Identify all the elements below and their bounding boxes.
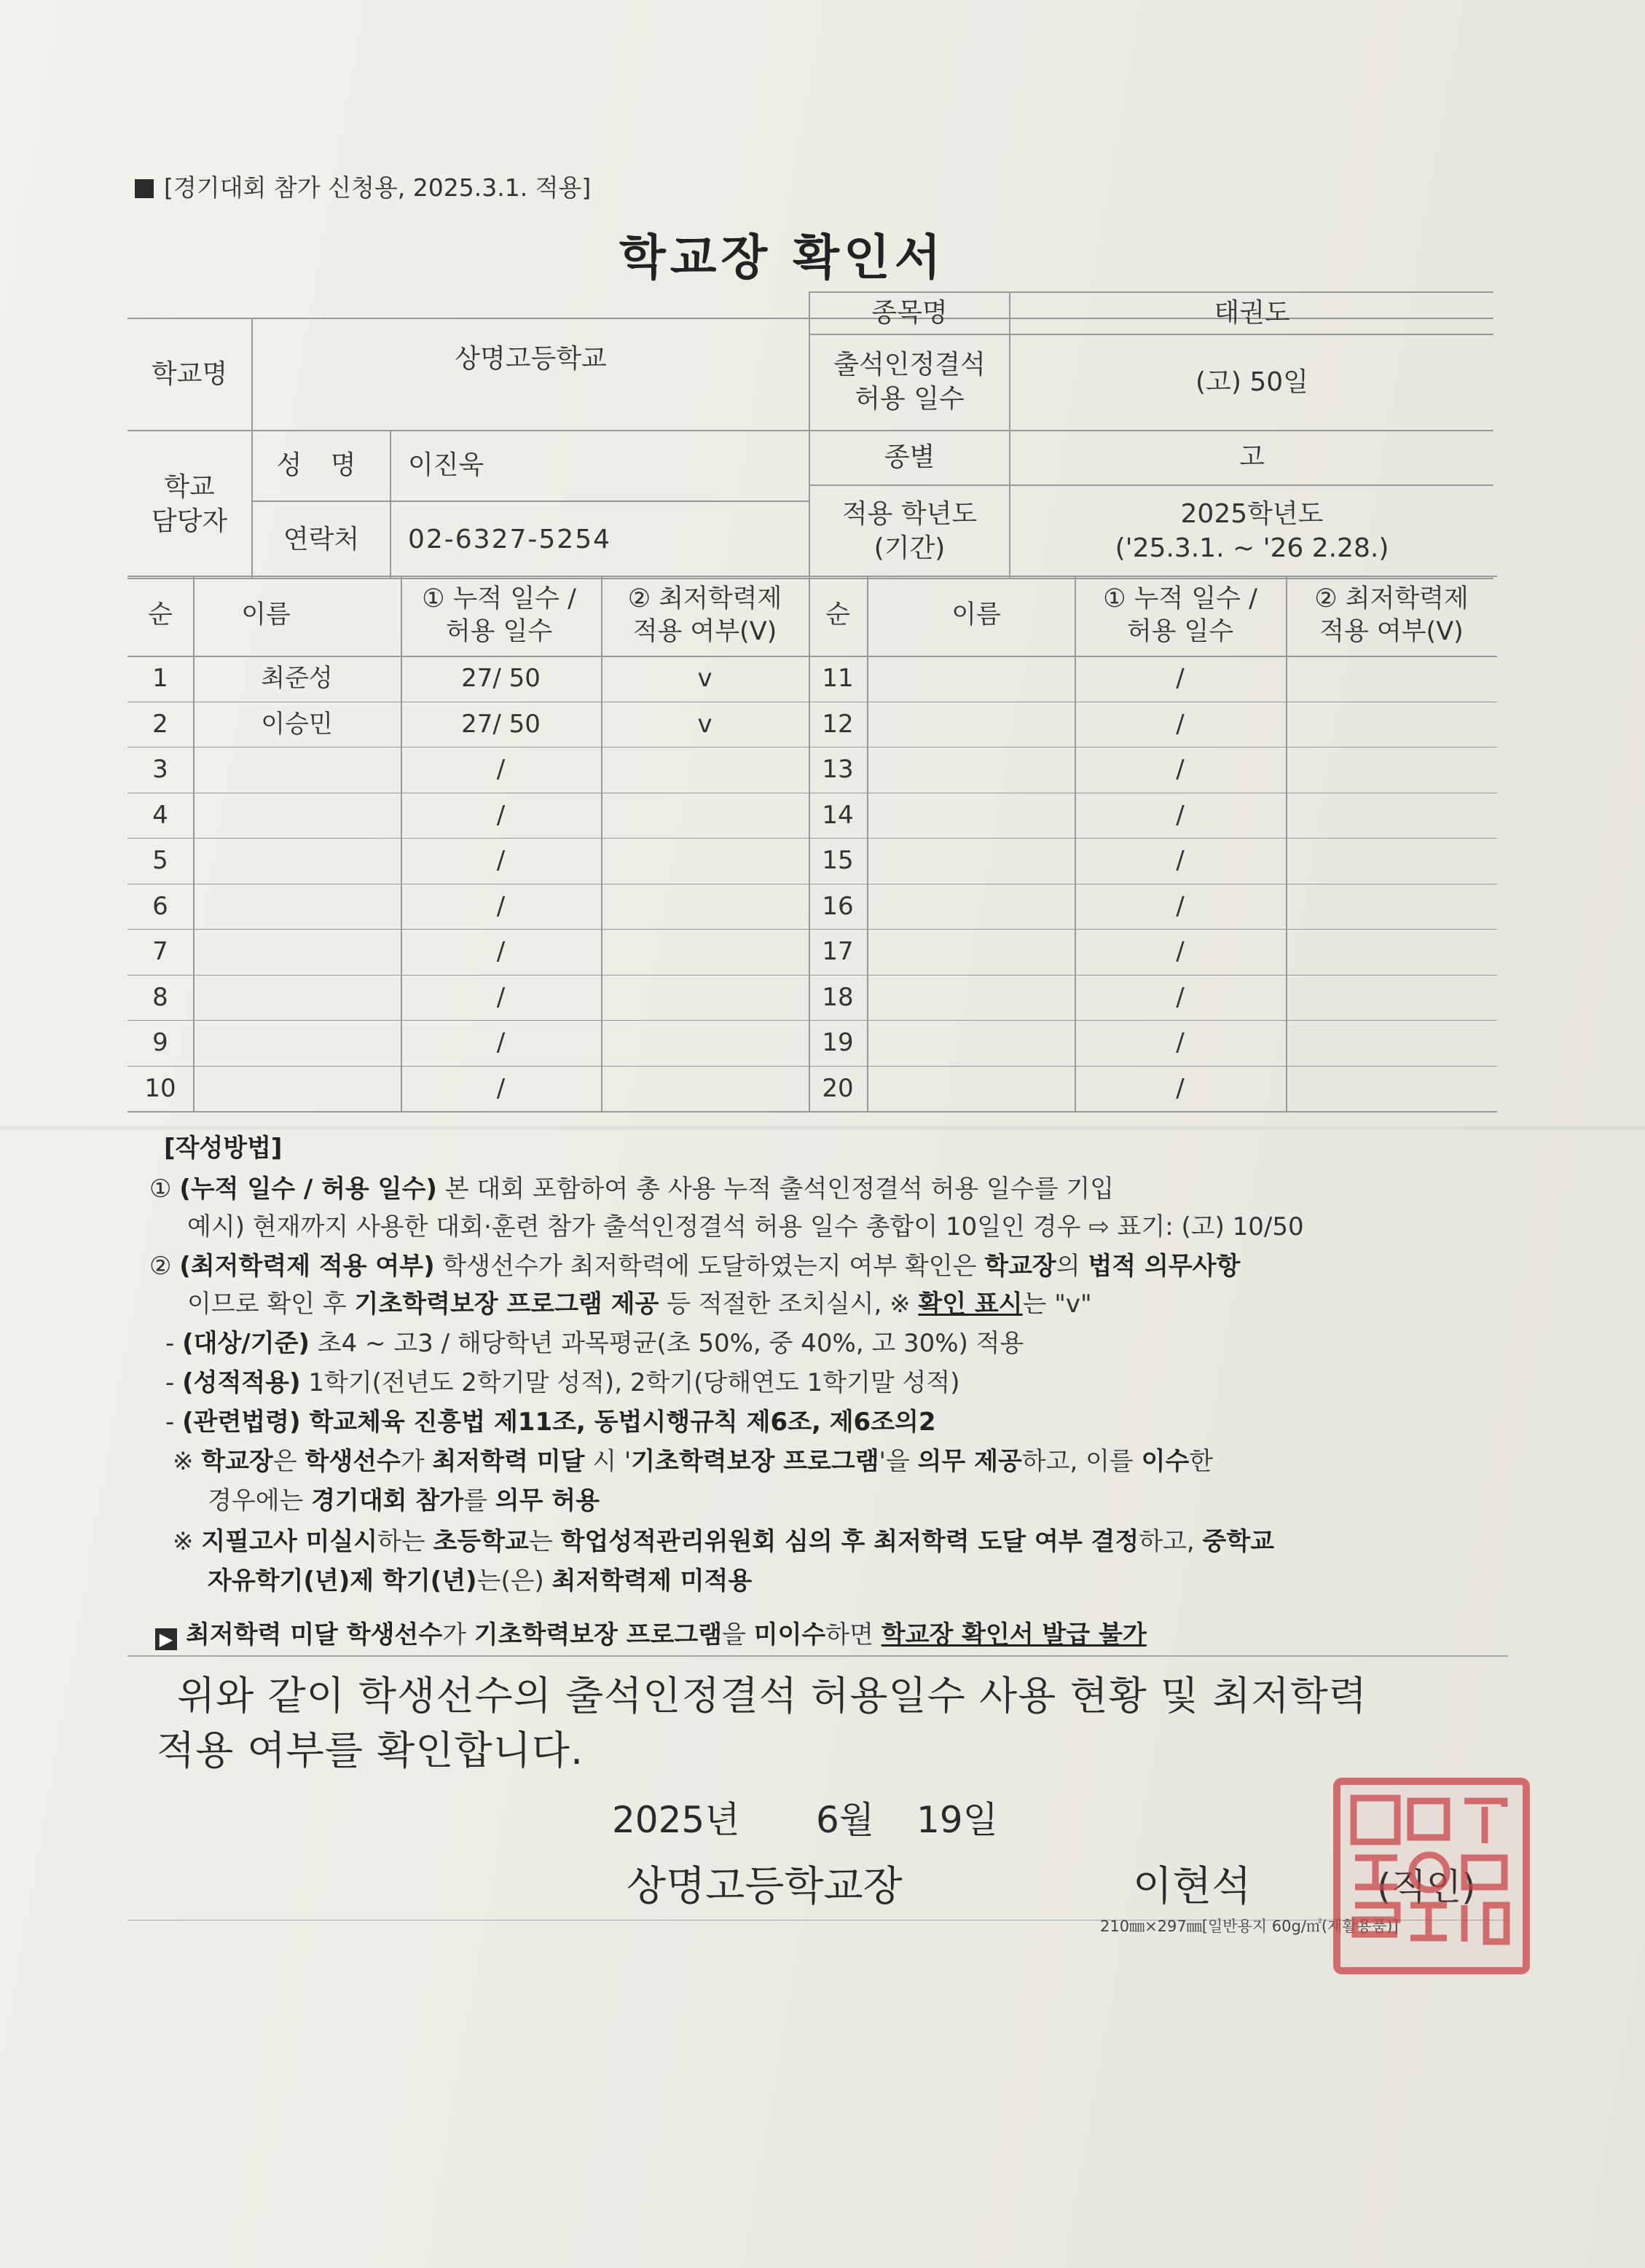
student-name (867, 929, 1075, 975)
detail-law: - (관련법령) 학교체육 진흥법 제11조, 동법시행규칙 제6조, 제6조의2 (165, 1408, 936, 1437)
student-name: 최준성 (261, 664, 333, 694)
min-grade-check (1286, 747, 1497, 793)
sport-value: 태권도 (1214, 297, 1290, 328)
row-number: 14 (822, 800, 854, 830)
min-grade-check (1286, 975, 1497, 1021)
absence-days: / (496, 937, 506, 967)
student-name (867, 1066, 1075, 1112)
absence-days: 27/ 50 (461, 709, 541, 739)
col-name-left: 이름 (241, 600, 291, 630)
absence-days: / (1176, 664, 1185, 694)
type-label: 종별 (884, 442, 935, 473)
col-name-right: 이름 (951, 600, 1001, 630)
min-grade-check: v (697, 664, 712, 694)
absence-days: / (496, 755, 506, 785)
min-grade-check (1286, 656, 1497, 702)
min-grade-check (601, 1066, 809, 1112)
school-principal-title: 상명고등학교장 (627, 1863, 903, 1910)
row-number: 6 (152, 891, 168, 921)
sport-label: 종목명 (871, 297, 948, 328)
absence-days: / (496, 891, 506, 921)
absence-days: / (1176, 800, 1185, 830)
min-grade-check (1286, 1020, 1497, 1066)
absence-days: / (496, 982, 506, 1012)
col-days-left: ① 누적 일수 / 허용 일수 (422, 584, 576, 646)
row-number: 18 (822, 982, 854, 1012)
student-name (867, 702, 1075, 748)
student-name (193, 747, 401, 793)
detail-grades: - (성적적용) 1학기(전년도 2학기말 성적), 2학기(당해연도 1학기말 성적) (165, 1368, 960, 1397)
absence-days: / (496, 1073, 506, 1103)
min-grade-check (1286, 793, 1497, 839)
square-bullet-icon (135, 179, 154, 198)
absence-days: 27/ 50 (461, 664, 541, 694)
remark-1: ※ 학교장은 학생선수가 최저학력 미달 시 '기초학력보장 프로그램'을 의무 제공하고, 이를 이수한 (173, 1447, 1214, 1476)
school-value: 상명고등학교 (455, 343, 607, 374)
remark-2: ※ 지필고사 미실시하는 초등학교는 학업성적관리위원회 심의 후 최저학력 도달 여부 결정하고, 중학교 (173, 1527, 1275, 1556)
min-grade-check (1286, 1066, 1497, 1112)
seal-glyphs-icon (1340, 1785, 1523, 1967)
absence-days: / (1176, 891, 1185, 921)
form-tag: [경기대회 참가 신청용, 2025.3.1. 적용] (135, 169, 591, 203)
official-seal-stamp (1333, 1778, 1530, 1974)
absence-days: / (1176, 755, 1185, 785)
manager-label: 학교 담당자 (151, 471, 228, 536)
min-grade-check: v (697, 709, 712, 739)
student-name (193, 884, 401, 930)
principal-name: 이현석 (1133, 1863, 1252, 1910)
seal-label: (직인) (1377, 1866, 1476, 1908)
divider (127, 1655, 1508, 1657)
student-name (193, 838, 401, 884)
col-min-right: ② 최저학력제 적용 여부(V) (1314, 584, 1469, 646)
student-name (867, 793, 1075, 839)
min-grade-check (601, 975, 809, 1021)
row-number: 2 (152, 709, 168, 739)
row-number: 10 (144, 1073, 176, 1103)
roster-table (127, 576, 1497, 1115)
year-value: 2025학년도 ('25.3.1. ~ '26 2.28.) (1115, 499, 1389, 563)
student-name (867, 838, 1075, 884)
row-number: 13 (822, 755, 854, 785)
date-day: 19일 (916, 1799, 998, 1841)
name-label: 성 명 (276, 450, 366, 481)
document-title: 학교장 확인서 (619, 229, 946, 286)
absence-label: 출석인정결석 허용 일수 (833, 350, 986, 414)
min-grade-check (601, 793, 809, 839)
row-number: 12 (822, 709, 854, 739)
min-grade-check (601, 838, 809, 884)
student-name (867, 884, 1075, 930)
grid-line (127, 1111, 1497, 1113)
absence-days: / (496, 800, 506, 830)
student-name (193, 1020, 401, 1066)
name-value: 이진욱 (408, 450, 484, 481)
row-number: 4 (152, 800, 168, 830)
arrow-box-icon: ▶ (155, 1628, 177, 1650)
confirmation-statement: 위와 같이 학생선수의 출석인정결석 허용일수 사용 현황 및 최저학력 적용 여부를 확인합니다. (157, 1673, 1367, 1773)
type-value: 고 (1239, 442, 1265, 473)
col-no-right: 순 (825, 600, 850, 630)
absence-days: / (1176, 1073, 1185, 1103)
contact-label: 연락처 (283, 524, 360, 554)
absence-days: / (1176, 982, 1185, 1012)
absence-days: / (1176, 709, 1185, 739)
row-number: 3 (152, 755, 168, 785)
student-name (867, 1020, 1075, 1066)
info-table (127, 291, 1493, 579)
note-2-line2: 이므로 확인 후 기초학력보장 프로그램 제공 등 적절한 조치실시, ※ 확인 표시는 "v" (187, 1290, 1092, 1319)
row-number: 19 (822, 1028, 854, 1058)
min-grade-check (601, 747, 809, 793)
remark-1-line2: 경우에는 경기대회 참가를 의무 허용 (208, 1486, 600, 1515)
student-name (867, 975, 1075, 1021)
note-1-example: 예시) 현재까지 사용한 대회·훈련 참가 출석인정결석 허용 일수 총합이 10일인 경우 ⇨ 표기: (고) 10/50 (187, 1212, 1304, 1241)
row-number: 16 (822, 891, 854, 921)
row-number: 8 (152, 982, 168, 1012)
detail-target: - (대상/기준) 초4 ~ 고3 / 해당학년 과목평균(초 50%, 중 40%, 고 30%) 적용 (165, 1329, 1024, 1358)
absence-days: / (496, 846, 506, 876)
min-grade-check (1286, 702, 1497, 748)
absence-days: / (1176, 846, 1185, 876)
note-2: ② (최저학력제 적용 여부) 학생선수가 최저학력에 도달하였는지 여부 확인은 학교장의 법적 의무사항 (149, 1252, 1241, 1281)
student-name (193, 1066, 401, 1112)
note-1: ① (누적 일수 / 허용 일수) 본 대회 포함하여 총 사용 누적 출석인정결석 허용 일수를 기입 (149, 1174, 1115, 1204)
school-label: 학교명 (151, 358, 228, 389)
date-year: 2025년 (612, 1799, 740, 1841)
absence-days: / (1176, 937, 1185, 967)
min-grade-check (601, 884, 809, 930)
remark-2-line2: 자유학기(년)제 학기(년)는(은) 최저학력제 미적용 (208, 1566, 753, 1596)
absence-value: (고) 50일 (1196, 366, 1308, 397)
row-number: 7 (152, 937, 168, 967)
row-number: 15 (822, 846, 854, 876)
row-number: 9 (152, 1028, 168, 1058)
student-name: 이승민 (261, 709, 333, 739)
row-number: 20 (822, 1073, 854, 1103)
col-days-right: ① 누적 일수 / 허용 일수 (1103, 584, 1257, 646)
instructions-heading: [작성방법] (164, 1134, 283, 1163)
row-number: 17 (822, 937, 854, 967)
student-name (867, 747, 1075, 793)
year-label: 적용 학년도 (기간) (841, 499, 978, 563)
min-grade-check (1286, 929, 1497, 975)
row-number: 1 (152, 664, 168, 694)
min-grade-check (1286, 884, 1497, 930)
grid-line (127, 576, 1497, 577)
contact-value: 02-6327-5254 (408, 524, 612, 554)
row-number: 11 (822, 664, 854, 694)
student-name (867, 656, 1075, 702)
absence-days: / (1176, 1028, 1185, 1058)
student-name (193, 929, 401, 975)
col-min-left: ② 최저학력제 적용 여부(V) (627, 584, 782, 646)
date-month: 6월 (816, 1799, 875, 1841)
row-number: 5 (152, 846, 168, 876)
paper-spec-footnote: 210㎜×297㎜[일반용지 60g/㎡(재활용품)] (1100, 1918, 1399, 1935)
min-grade-check (1286, 838, 1497, 884)
absence-days: / (496, 1028, 506, 1058)
final-notice: ▶ 최저학력 미달 학생선수가 기초학력보장 프로그램을 미이수하면 학교장 확인서 발급 불가 (155, 1614, 1147, 1655)
col-no-left: 순 (148, 600, 173, 630)
student-name (193, 793, 401, 839)
min-grade-check (601, 1020, 809, 1066)
min-grade-check (601, 929, 809, 975)
student-name (193, 975, 401, 1021)
